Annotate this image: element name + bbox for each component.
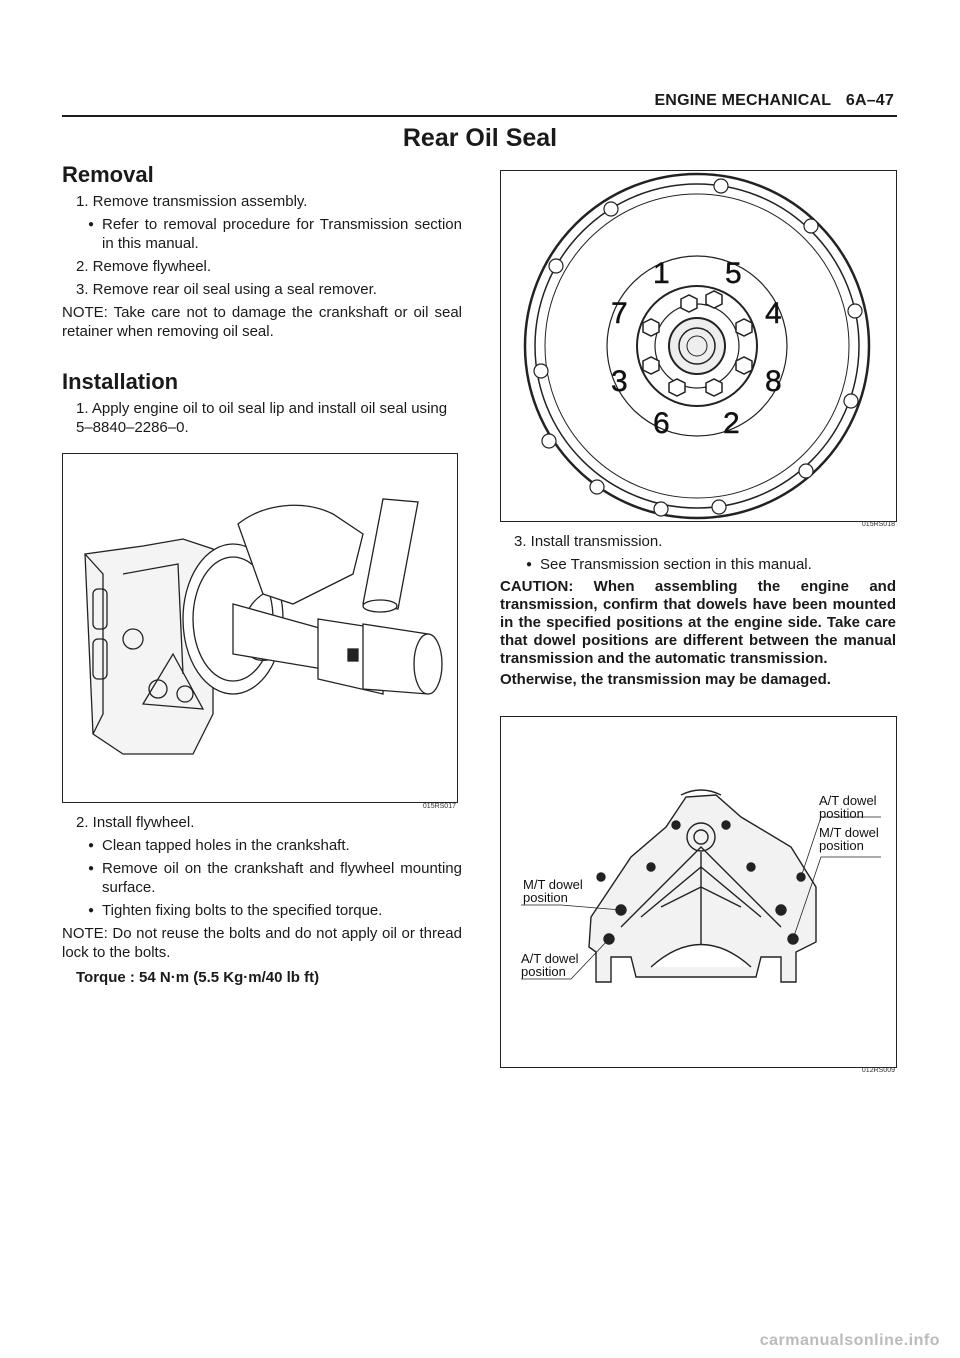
step-3-bullet: ● See Transmission section in this manual. <box>500 555 896 574</box>
page-header <box>654 92 894 110</box>
installation-step-1: 1. Apply engine oil to oil seal lip and install oil seal using 5–8840–2286–0. <box>76 400 448 436</box>
page-number: 6A–47 <box>845 92 894 109</box>
watermark: carmanualsonline.info <box>759 1332 940 1349</box>
figure-1-id: 015RS017 <box>422 803 456 810</box>
engine-block-dowel-illustration <box>501 717 896 1067</box>
at-dowel-label-left: A/T dowel <box>521 951 579 966</box>
header-rule <box>62 115 897 117</box>
installation-step-3: 3. Install transmission. <box>514 533 663 550</box>
removal-step-1-bullet: ● Refer to removal procedure for Transmission section in this manual. <box>62 215 462 253</box>
installation-steps-cont <box>62 813 462 987</box>
figure-3-id: 012RS009 <box>861 1067 895 1074</box>
at-position-label-top: position <box>819 806 864 821</box>
bolt-number-2: 2 <box>723 407 740 440</box>
bolt-number-1: 1 <box>653 257 670 290</box>
mt-dowel-label-top: M/T dowel <box>819 825 879 840</box>
flywheel-bolt-order-illustration <box>501 171 896 521</box>
seal-install-illustration <box>63 454 457 802</box>
bolt-number-5: 5 <box>725 257 742 290</box>
page-title: Rear Oil Seal <box>402 124 558 152</box>
at-dowel-label-top: A/T dowel <box>819 793 877 808</box>
flywheel-figure <box>500 170 897 522</box>
mt-position-label-left: position <box>523 890 568 905</box>
seal-install-figure <box>62 453 458 803</box>
removal-step-3: 3. Remove rear oil seal using a seal remover. <box>76 281 377 298</box>
removal-note: NOTE: Take care not to damage the crankshaft or oil seal retainer when removing oil seal. <box>62 304 462 340</box>
caution-text-2: Otherwise, the transmission may be damaged. <box>500 671 831 688</box>
bolt-number-8: 8 <box>765 365 782 398</box>
installation-step-2: 2. Install flywheel. <box>76 814 195 831</box>
caution-text: CAUTION: When assembling the engine and transmission, confirm that dowels have been mounted in the specified positions at the engine side. Take care that dowel positions are different between the manual transmission and the automatic transmission. <box>500 578 896 667</box>
removal-step-1: 1. Remove transmission assembly. <box>76 193 308 210</box>
installation-heading: Installation <box>62 369 179 394</box>
installation-section <box>62 369 462 437</box>
step-2-bullet-1: ● Clean tapped holes in the crankshaft. <box>62 836 462 855</box>
step-2-bullet-2: ● Remove oil on the crankshaft and flywheel mounting surface. <box>62 859 462 897</box>
right-steps <box>500 532 896 689</box>
removal-step-2: 2. Remove flywheel. <box>76 258 212 275</box>
at-position-label-left: position <box>521 964 566 979</box>
bolt-number-4: 4 <box>765 297 782 330</box>
section-title: ENGINE MECHANICAL <box>654 92 832 109</box>
mt-dowel-label-left: M/T dowel <box>523 877 583 892</box>
figure-2-id: 015RS018 <box>861 521 895 528</box>
step-2-bullet-3: ● Tighten fixing bolts to the specified torque. <box>62 901 462 920</box>
dowel-position-figure <box>500 716 897 1068</box>
removal-section <box>62 162 462 341</box>
torque-spec: Torque : 54 N·m (5.5 Kg·m/40 lb ft) <box>76 969 320 986</box>
mt-position-label-top: position <box>819 838 864 853</box>
bolt-number-6: 6 <box>653 407 670 440</box>
removal-heading: Removal <box>62 162 154 187</box>
bolt-number-7: 7 <box>611 297 628 330</box>
installation-note: NOTE: Do not reuse the bolts and do not apply oil or thread lock to the bolts. <box>62 925 462 961</box>
bolt-number-3: 3 <box>611 365 628 398</box>
